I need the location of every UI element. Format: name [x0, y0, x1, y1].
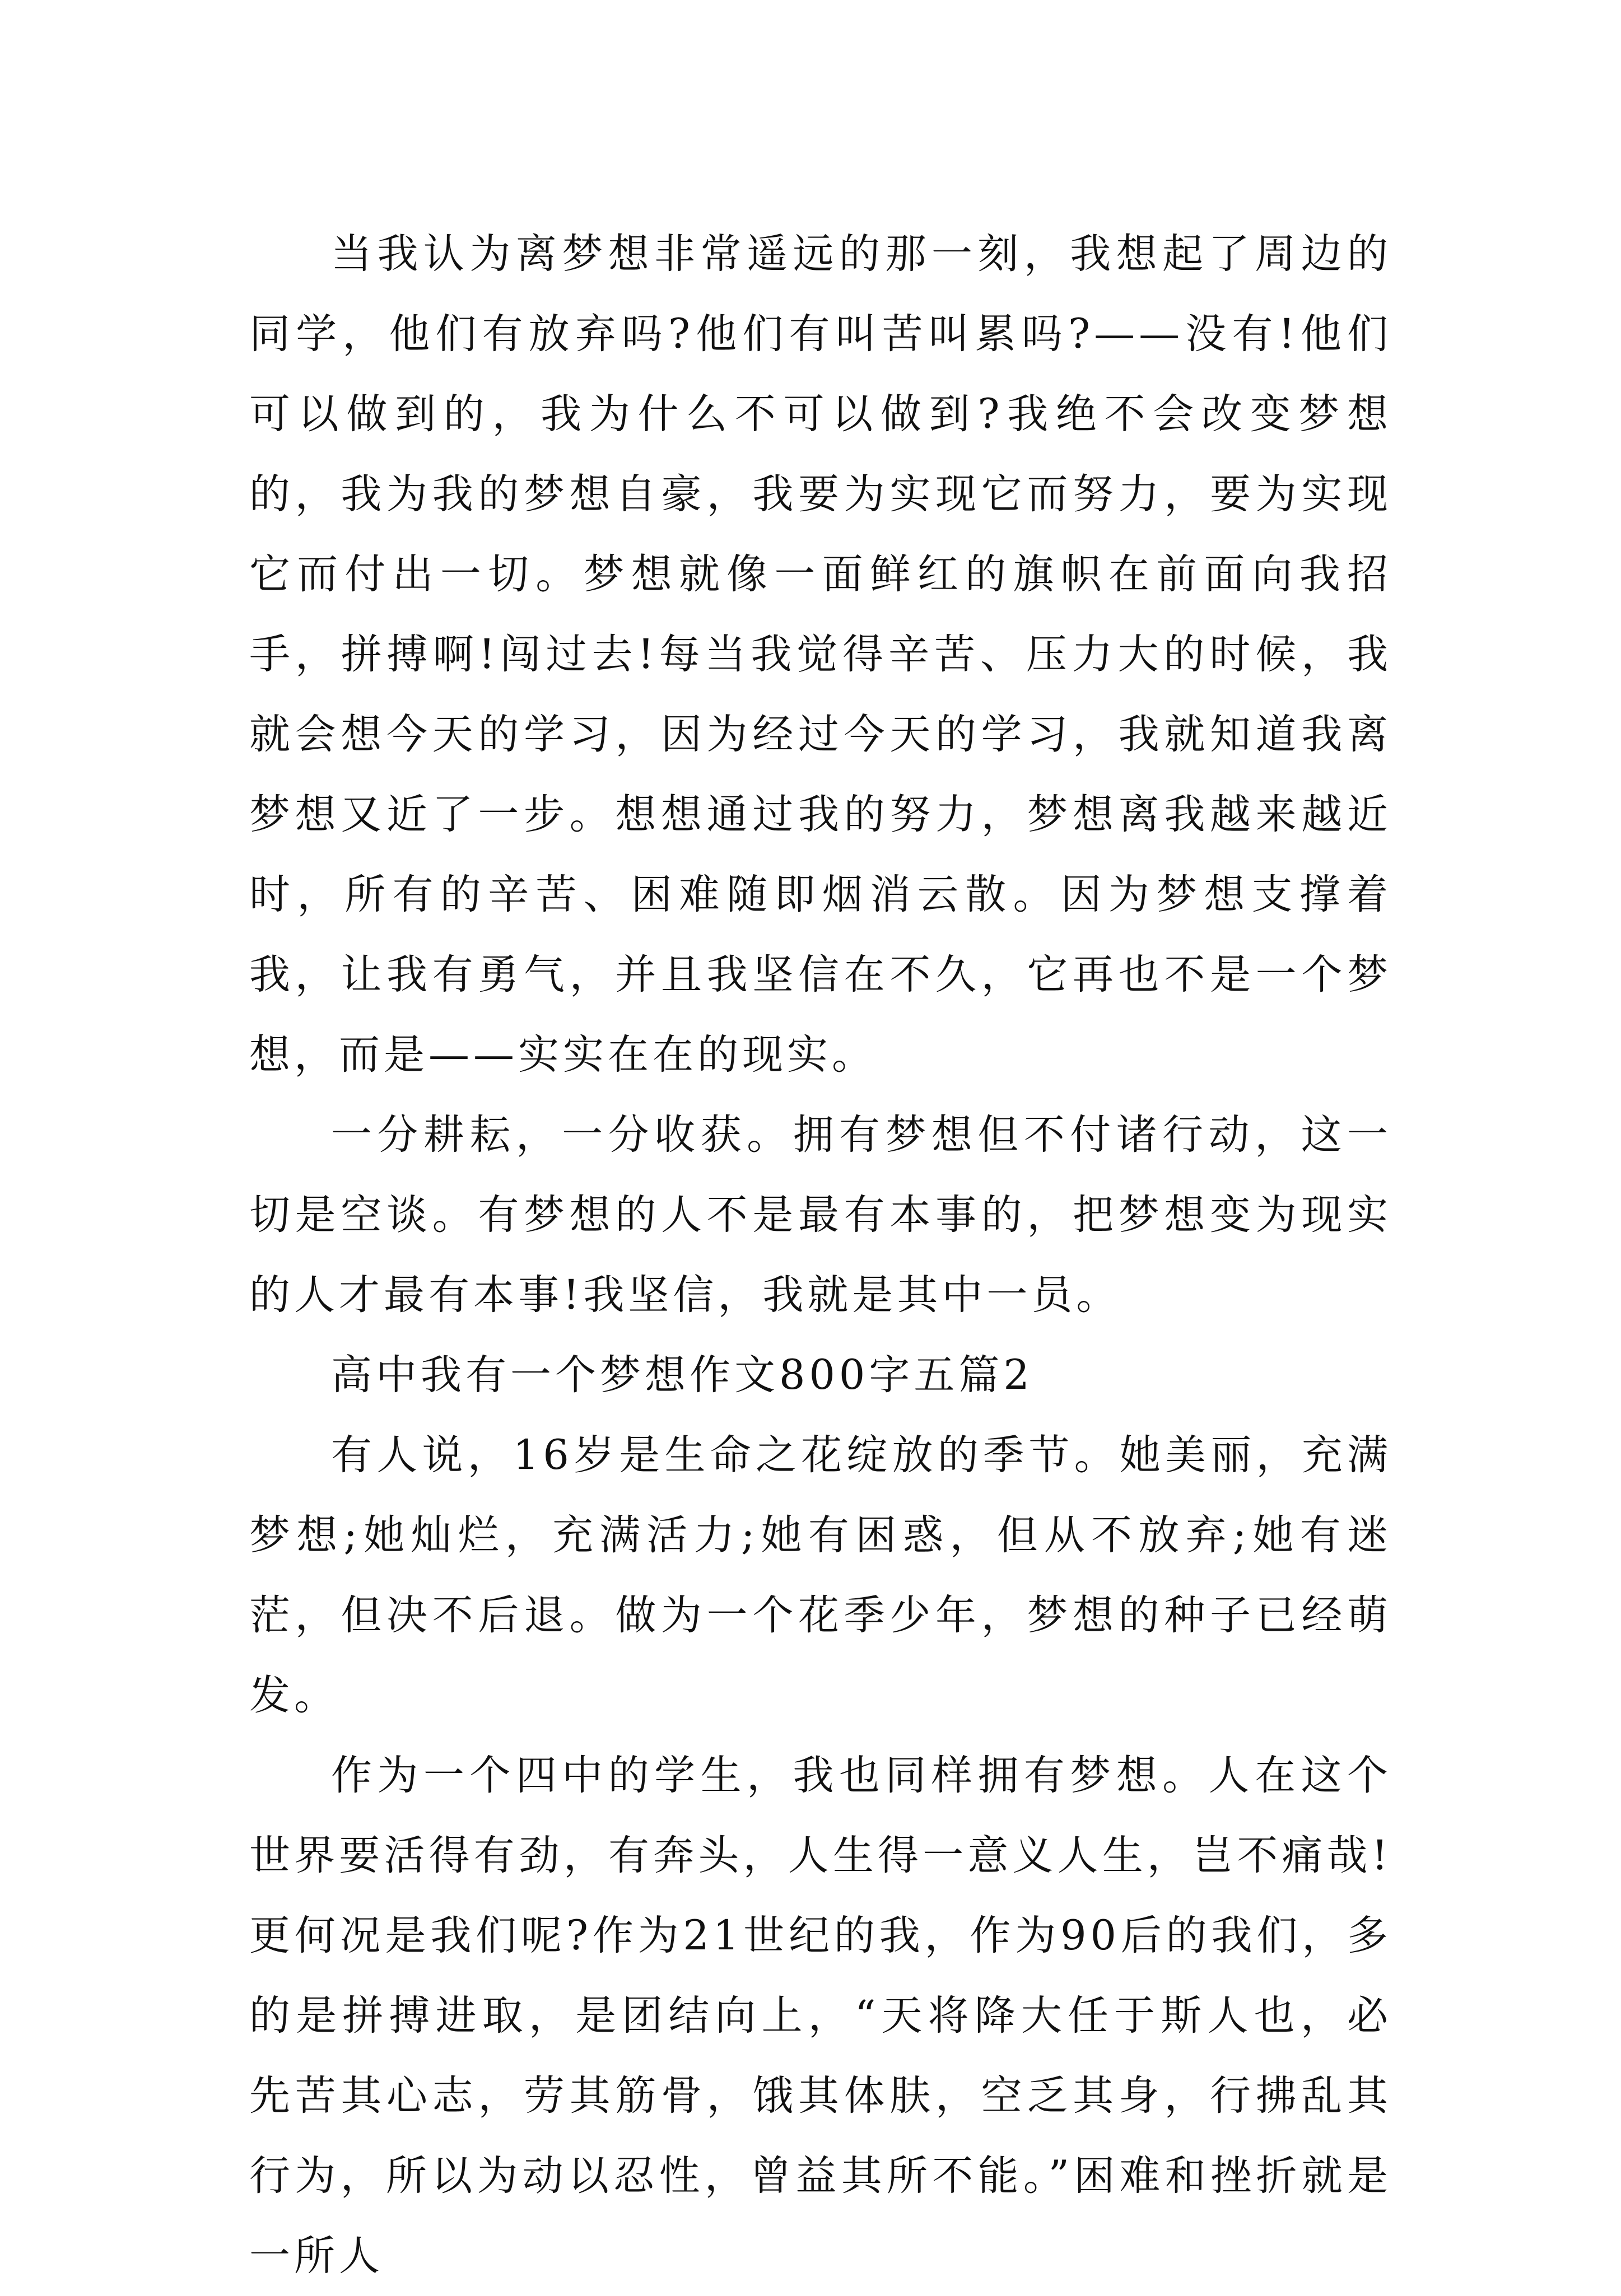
paragraph: 当我认为离梦想非常遥远的那一刻，我想起了周边的同学，他们有放弃吗?他们有叫苦叫累吗?——没有!他们可以做到的，我为什么不可以做到?我绝不会改变梦想的，我为我的梦想自豪，我要为实现它而努力，要为实现它而付出一切。梦想就像一面鲜红的旗帜在前面向我招手，拼搏啊!闯过去!每当我觉得辛苦、压力大的时候，我就会想今天的学习，因为经过今天的学习，我就知道我离梦想又近了一步。想想通过我的努力，梦想离我越来越近时，所有的辛苦、困难随即烟消云散。因为梦想支撑着我，让我有勇气，并且我坚信在不久，它再也不是一个梦想，而是——实实在在的现实。	[249, 230, 1392, 1079]
section-heading: 高中我有一个梦想作文800字五篇2	[331, 1351, 1033, 1399]
paragraph: 一分耕耘，一分收获。拥有梦想但不付诸行动，这一切是空谈。有梦想的人不是最有本事的，把梦想变为现实的人才最有本事!我坚信，我就是其中一员。	[249, 1111, 1392, 1319]
document-body	[249, 214, 1392, 2296]
paragraph: 作为一个四中的学生，我也同样拥有梦想。人在这个世界要活得有劲，有奔头，人生得一意义人生，岂不痛哉!更何况是我们呢?作为21世纪的我，作为90后的我们，多的是拼搏进取，是团结向上，“天将降大任于斯人也，必先苦其心志，劳其筋骨，饿其体肤，空乏其身，行拂乱其行为，所以为动以忍性，曾益其所不能。”困难和挫折就是一所人	[249, 1752, 1392, 2280]
paragraph: 有人说，16岁是生命之花绽放的季节。她美丽，充满梦想;她灿烂，充满活力;她有困惑，但从不放弃;她有迷茫，但决不后退。做为一个花季少年，梦想的种子已经萌发。	[249, 1431, 1392, 1719]
